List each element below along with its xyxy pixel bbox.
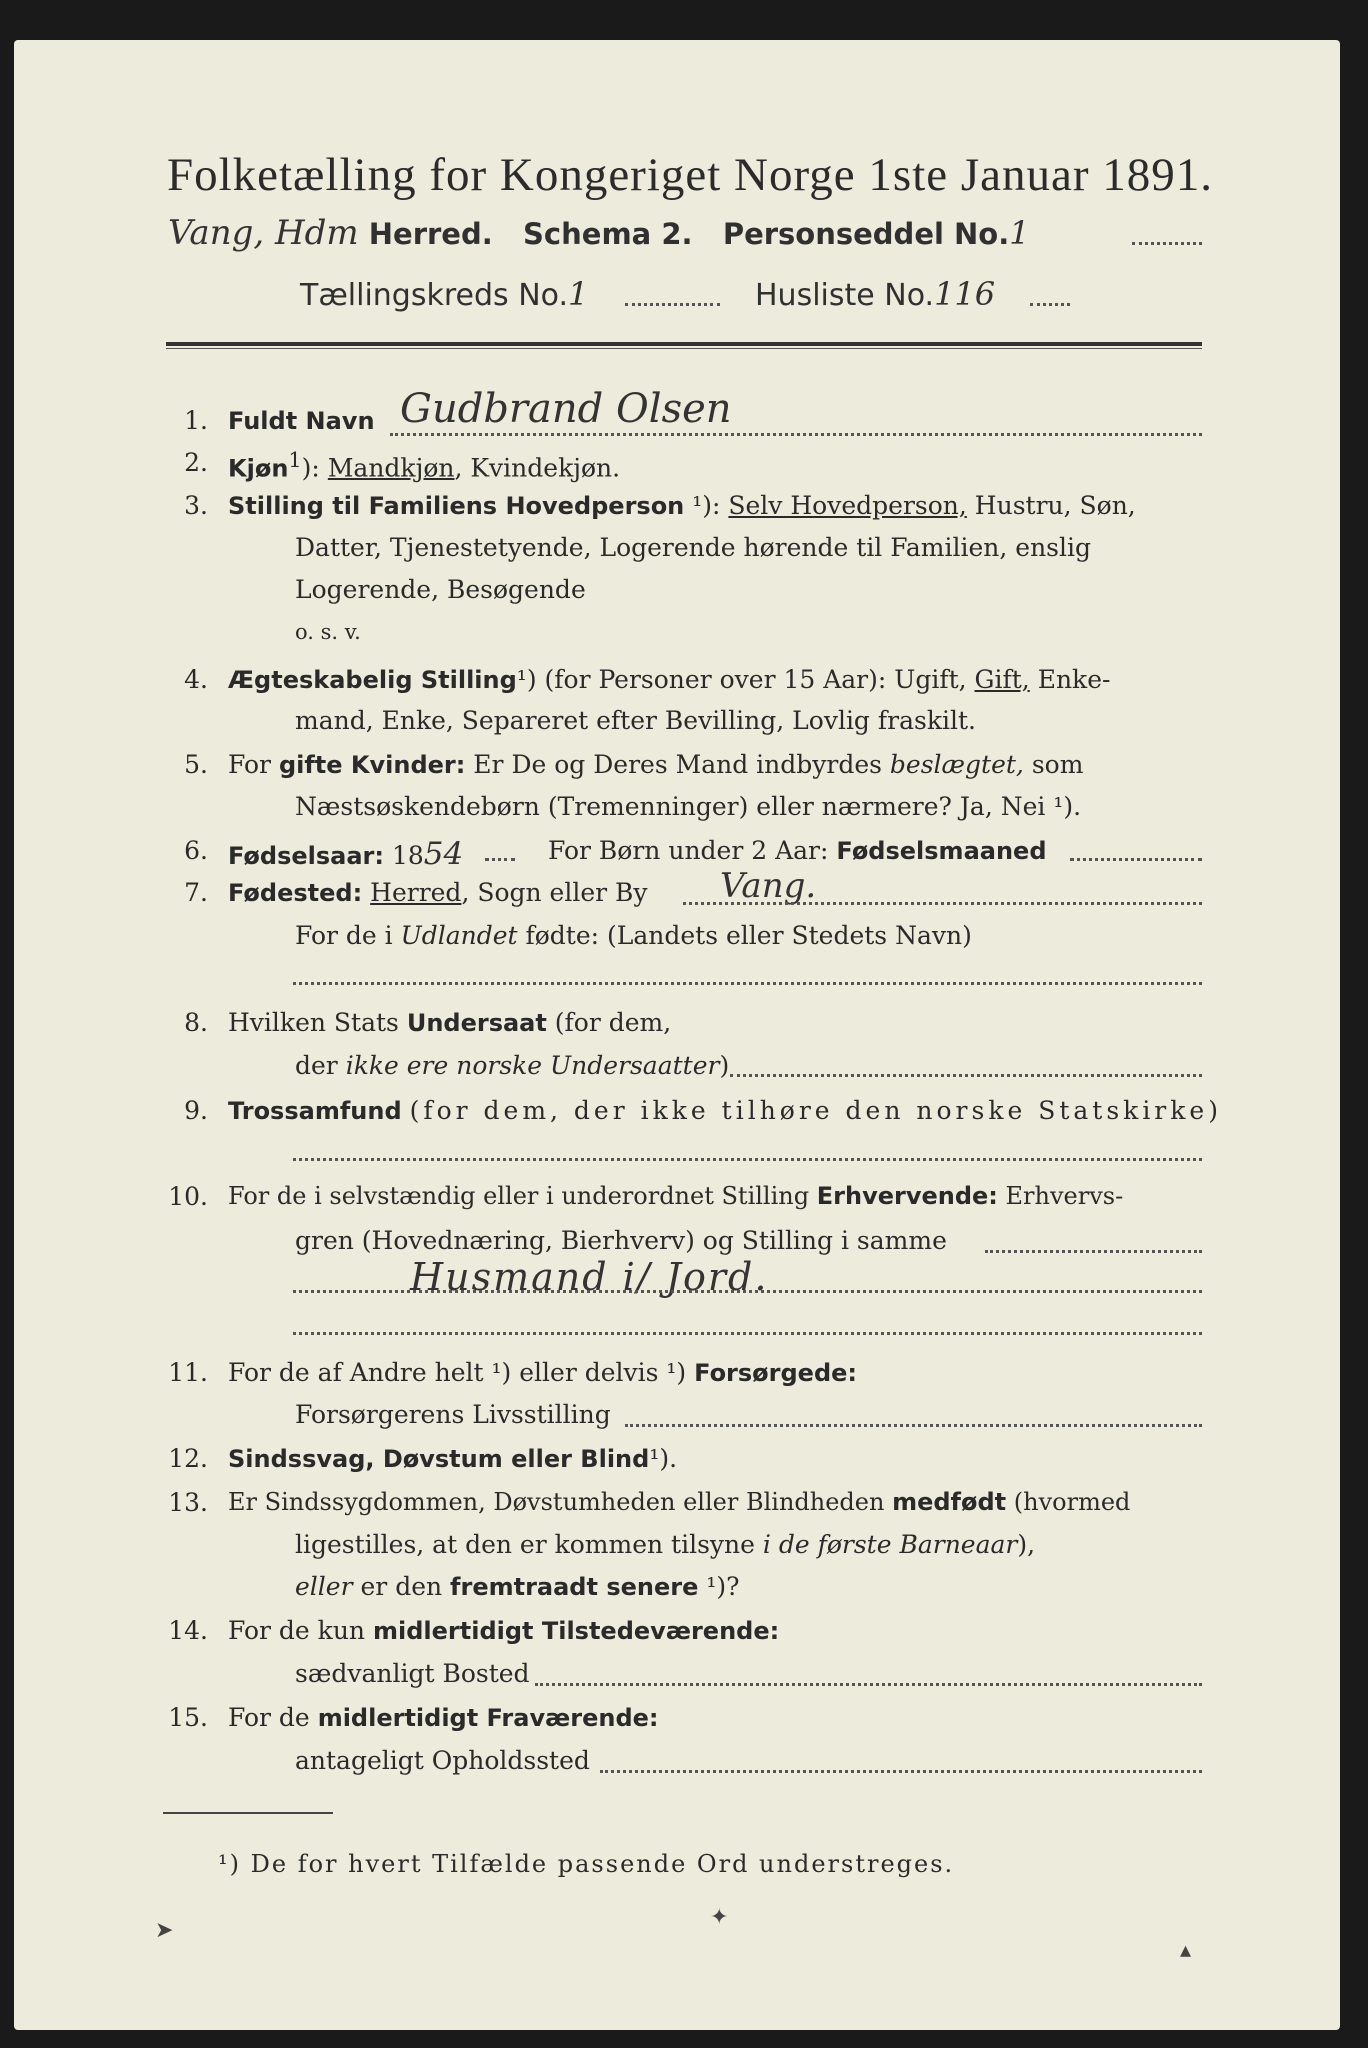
kreds-no: 1 [568,275,589,313]
item-5-line [228,750,1083,779]
birthplace-label: Fødested: [228,879,363,907]
item-text: Enke- [1037,665,1111,694]
header-rule [166,342,1202,346]
item-15-line-2: antageligt Opholdssted [295,1746,590,1775]
item-number: 11. [168,1358,208,1387]
item-2-line [228,448,620,482]
item-text-italic: Udlandet [400,921,518,950]
personseddel-label: Personseddel No. [722,217,1010,251]
birth-month-dots [1070,858,1202,861]
family-position-label: Stilling til Familiens Hovedperson [228,492,685,520]
item-11-line [228,1358,857,1387]
item-8-line-2 [295,1051,729,1080]
item-text: Er Sindssygdommen, Døvstumheden eller Blindheden [228,1488,885,1516]
item-7-line-2 [295,921,972,950]
item-number: 10. [168,1182,208,1211]
item-number: 6. [184,836,208,865]
item-6-infant-line [548,836,1047,865]
husliste-line [755,275,995,313]
dependents-label: Forsørgede: [694,1359,858,1387]
head-of-household-option: Selv Hovedperson, [728,491,967,520]
header-rule-thin [166,348,1202,349]
item-number: 14. [168,1616,208,1645]
item-4-line-2: mand, Enke, Separeret efter Bevilling, Lovlig fraskilt. [295,706,976,735]
congenital-label: medfødt [892,1488,1007,1516]
item-6-line [228,836,463,872]
item-text: ligestilles, at den er kommen tilsyne [295,1530,755,1559]
census-form [14,40,1340,2030]
corner-mark-right: ▴ [1180,1938,1192,1963]
item-13-line [228,1488,1130,1516]
marital-status-label: Ægteskabelig Stilling [228,666,517,694]
husliste-no: 116 [934,275,996,313]
item-number: 3. [184,491,208,520]
item-text: ¹). [649,1444,678,1473]
item-number: 5. [184,750,208,779]
item-text: For de af Andre helt ¹) eller delvis ¹) [228,1358,687,1387]
item-3-line: Stilling til Familiens Hovedperson ¹): Selv Hovedperson, Hustru, Søn, [228,491,1136,520]
item-7-line [228,878,648,907]
item-text: der [295,1051,338,1080]
item-9-line [228,1096,1222,1125]
item-15-line [228,1703,659,1732]
birth-year-prefix: 18 [391,841,424,870]
occupation-label: Erhvervende: [816,1182,998,1210]
footnote-rule [163,1812,333,1814]
item-1-line [228,406,375,435]
item-text: ): [702,491,721,520]
item-text: For de i [295,921,393,950]
residence-dots [535,1683,1202,1686]
temporary-absent-label: midlertidigt Fraværende: [317,1704,659,1732]
item-text: ), [1017,1530,1036,1559]
item-10-line [228,1182,1123,1210]
item-13-line-3 [295,1572,740,1601]
item-text: For de i selvstændig eller i underordnet Stilling [228,1182,810,1210]
item-text: (hvormed [1013,1488,1131,1516]
birth-year-value: 54 [423,836,464,872]
item-text-italic: eller [295,1572,353,1601]
kreds-line [300,275,588,313]
item-text: er den [360,1572,443,1601]
occupation-value: Husmand i/ Jord. [410,1255,769,1299]
occupation-dots-3 [293,1332,1202,1335]
full-name-dots [390,433,1202,436]
kreds-dots [625,303,720,306]
item-text: (for dem, der ikke tilhøre den norske Statskirke) [409,1096,1222,1125]
kreds-label: Tællingskreds No. [300,278,568,313]
later-onset-label: fremtraadt senere [450,1573,699,1601]
item-text: (for dem, [554,1008,672,1037]
item-text: For de kun [228,1616,366,1645]
item-10-line-2: gren (Hovednæring, Bierhverv) og Stilling i samme [295,1226,947,1255]
citizenship-dots [730,1074,1202,1077]
item-text: fødte: (Landets eller Stedets Navn) [525,921,972,950]
schema-label: Schema 2. [523,217,693,251]
item-number: 4. [184,665,208,694]
item-text-italic: i de første Barneaar [762,1530,1018,1559]
disability-label: Sindssvag, Døvstum eller Blind [228,1445,650,1473]
form-title: Folketælling for Kongeriget Norge 1ste Januar 1891. [166,149,1214,201]
item-12-line [228,1444,677,1473]
husliste-label: Husliste No. [755,278,935,313]
religion-label: Trossamfund [228,1097,402,1125]
provider-dots [625,1424,1202,1427]
full-name-label: Fuldt Navn [228,407,375,435]
item-text: For [228,750,271,779]
item-14-line [228,1616,779,1645]
footnote-ref: 1 [288,448,302,472]
occupation-dots-2 [293,1290,1202,1293]
citizenship-label: Undersaat [406,1009,547,1037]
sex-label: Kjøn [228,454,289,483]
temporary-present-label: midlertidigt Tilstedeværende: [372,1617,780,1645]
item-number: 7. [184,878,208,907]
married-option: Gift, [974,665,1030,694]
husliste-dots [1030,303,1070,306]
personseddel-no: 1 [1009,214,1030,252]
item-number: 12. [168,1444,208,1473]
item-4-line: Ægteskabelig Stilling¹) (for Personer over 15 Aar): Ugift, Gift, Enke- [228,665,1111,694]
married-women-label: gifte Kvinder: [278,751,466,779]
herred-name: Vang, Hdm [168,213,359,253]
birth-year-label: Fødselsaar: [228,842,384,870]
sex-female-option: , Kvindekjøn. [454,453,621,483]
corner-mark-left: ➤ [155,1918,174,1943]
birth-month-label: Fødselsmaaned [836,837,1047,865]
item-14-line-2: sædvanligt Bosted [295,1659,530,1688]
item-text: ¹)? [706,1572,740,1601]
item-text: Erhvervs- [1005,1182,1124,1210]
item-number: 13. [168,1488,208,1517]
item-number: 8. [184,1008,208,1037]
item-text: Hvilken Stats [228,1008,399,1037]
item-text: som [1031,750,1084,779]
herred-option: Herred [370,878,462,907]
item-number: 2. [184,448,208,477]
item-8-line [228,1008,671,1037]
full-name-value: Gudbrand Olsen [400,386,732,432]
foreign-birthplace-dots [293,982,1202,985]
item-3-line-2: Datter, Tjenestetyende, Logerende hørende til Familien, enslig [295,533,1092,562]
item-text: ): [301,453,320,483]
item-5-line-2: Næstsøskendebørn (Tremenninger) eller nærmere? Ja, Nei ¹). [295,792,1082,821]
item-text-italic: ikke ere norske Undersaatter [345,1051,720,1080]
whereabouts-dots [600,1770,1202,1773]
herred-line [168,213,1030,253]
item-3-line-4: o. s. v. [295,620,361,644]
item-text: For Børn under 2 Aar: [548,836,829,865]
religion-dots [293,1158,1202,1161]
herred-label: Herred. [368,217,493,251]
family-position-options: Hustru, Søn, [974,491,1136,520]
item-text: ) (for Personer over 15 Aar): Ugift, [526,665,967,694]
birth-year-dots [485,858,515,861]
item-number: 15. [168,1703,208,1732]
occupation-dots-1 [985,1250,1202,1253]
birthplace-dots [683,902,1202,905]
personseddel-dots [1132,242,1202,245]
item-text: Er De og Deres Mand indbyrdes [473,750,882,779]
center-mark: ✦ [710,1905,729,1930]
item-text: For de [228,1703,310,1732]
item-11-line-2: Forsørgerens Livsstilling [295,1400,611,1429]
item-text: ) [719,1051,730,1080]
item-number: 1. [184,406,208,435]
item-13-line-2 [295,1530,1035,1559]
item-text-italic: beslægtet, [889,750,1024,779]
footnote: ¹) De for hvert Tilfælde passende Ord understreges. [218,1850,955,1878]
sex-male-option: Mandkjøn [327,453,455,483]
item-3-line-3: Logerende, Besøgende [295,575,586,604]
item-text: , Sogn eller By [461,878,648,907]
item-number: 9. [184,1096,208,1125]
birthplace-value: Vang. [720,866,817,906]
